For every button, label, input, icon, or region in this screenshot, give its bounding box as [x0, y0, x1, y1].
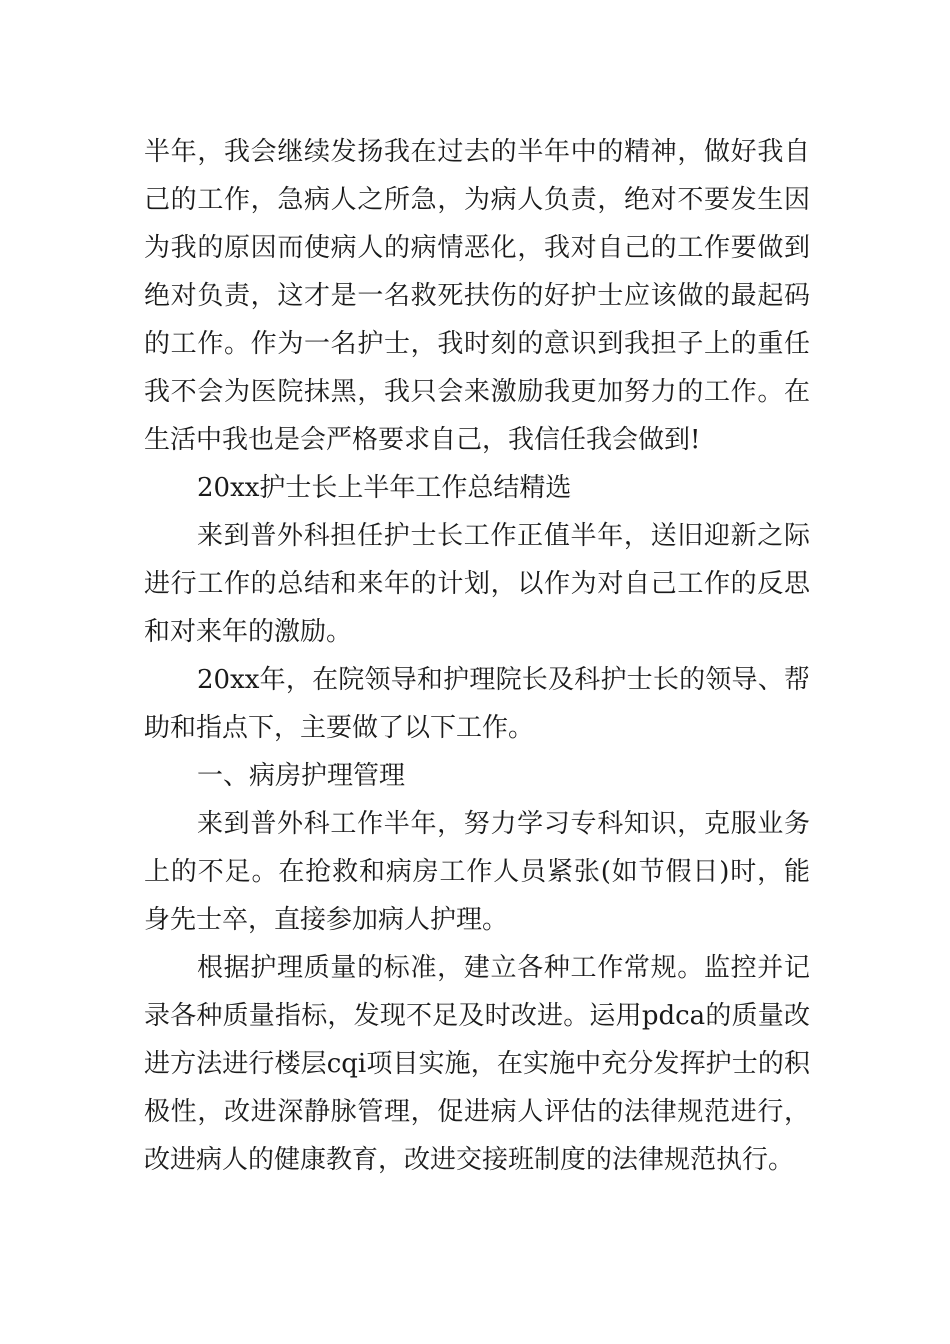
paragraph-quality: 根据护理质量的标准，建立各种工作常规。监控并记录各种质量指标，发现不足及时改进。运用pdca的质量改进方法进行楼层cqi项目实施，在实施中充分发挥护士的积极性，改进深静脉管理，促进病人评估的法律规范进行，改进病人的健康教育，改进交接班制度的法律规范执行。 [144, 953, 810, 1175]
subsection-heading: 一、病房护理管理 [197, 761, 406, 791]
paragraph-summary: 20xx年，在院领导和护理院长及科护士长的领导、帮助和指点下，主要做了以下工作。 [144, 665, 810, 743]
paragraph-continuation: 半年，我会继续发扬我在过去的半年中的精神，做好我自己的工作，急病人之所急，为病人负责，绝对不要发生因为我的原因而使病人的病情恶化，我对自己的工作要做到绝对负责，这才是一名救死扶伤的好护士应该做的最起码的工作。作为一名护士，我时刻的意识到我担子上的重任我不会为医院抹黑，我只会来激励我更加努力的工作。在生活中我也是会严格要求自己，我信任我会做到! [144, 137, 810, 455]
paragraph-ward-work: 来到普外科工作半年，努力学习专科知识，克服业务上的不足。在抢救和病房工作人员紧张(如节假日)时，能身先士卒，直接参加病人护理。 [144, 809, 810, 935]
section-heading: 20xx护士长上半年工作总结精选 [197, 473, 572, 503]
paragraph-intro: 来到普外科担任护士长工作正值半年，送旧迎新之际进行工作的总结和来年的计划，以作为对自己工作的反思和对来年的激励。 [144, 521, 810, 647]
document-page [144, 128, 810, 1184]
